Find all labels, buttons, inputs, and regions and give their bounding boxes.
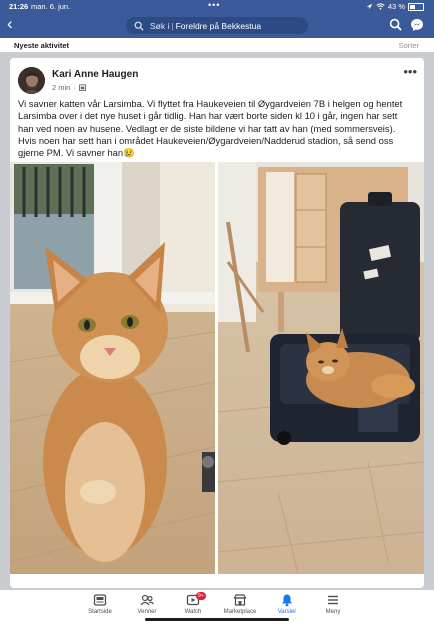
cat-photo-1-image xyxy=(10,162,215,574)
cat-photo-2-image xyxy=(218,162,424,574)
dot-separator: · xyxy=(73,83,76,92)
group-privacy-icon xyxy=(79,84,86,91)
group-search-box[interactable] xyxy=(126,17,308,34)
status-time: 21:26 xyxy=(9,2,29,11)
wifi-icon xyxy=(376,3,385,10)
status-indicators xyxy=(366,2,424,11)
post-text: Vi savner katten vår Larsimba. Vi flyttet fra Haukeveien til Øygardveien 7B i helgen og hentet Larsimba over i det nye huset i går tidlig. Han har vært borte siden kl 10 i går, ingen har sett han ved noen av husene. Vedlagt er de siste bildene vi har tatt av han (med sommersveis). Hvis noen har sett han i området Haukeveien/Øygardveien/Nadderud stadion, så send oss gjerne PM. Vi savner han😢 xyxy=(18,98,403,159)
back-button[interactable]: ‹ xyxy=(7,14,13,33)
tab-label: Marketplace xyxy=(223,609,257,615)
post-card xyxy=(10,58,424,588)
search-prefix: Søk i xyxy=(150,20,170,31)
activity-title: Nyeste aktivitet xyxy=(14,41,70,50)
home-indicator[interactable] xyxy=(145,618,289,621)
battery-percentage: 43 % xyxy=(387,2,405,11)
tab-label: Meny xyxy=(325,609,341,615)
friends-icon xyxy=(140,593,154,607)
menu-icon xyxy=(326,593,340,607)
tab-meny[interactable] xyxy=(303,593,363,615)
tab-label: Startside xyxy=(88,609,112,615)
status-date: man. 6. jun. xyxy=(31,2,71,11)
bell-icon xyxy=(280,593,294,607)
avatar[interactable] xyxy=(18,67,45,94)
cat-photo-2[interactable] xyxy=(218,162,424,574)
more-options-icon[interactable]: ••• xyxy=(403,64,417,79)
top-navigation-bar xyxy=(0,0,434,38)
sort-button[interactable]: Sorter xyxy=(398,41,419,50)
watch-badge: 9+ xyxy=(198,593,204,599)
avatar-photo xyxy=(18,67,45,94)
activity-bar xyxy=(0,38,434,52)
post-author[interactable]: Kari Anne Haugen xyxy=(52,69,139,80)
marketplace-icon xyxy=(233,593,247,607)
location-icon xyxy=(366,3,373,10)
status-bar xyxy=(0,0,434,12)
multitasking-dots-icon[interactable]: ••• xyxy=(208,0,221,10)
group-name: Foreldre på Bekkestua xyxy=(175,20,262,31)
cat-photo-1[interactable] xyxy=(10,162,215,574)
tab-label: Venner xyxy=(137,609,157,615)
home-icon xyxy=(93,593,107,607)
tab-label: Varsler xyxy=(277,609,297,615)
messenger-icon[interactable] xyxy=(410,18,424,32)
tab-label: Watch xyxy=(184,609,202,615)
post-time[interactable]: 2 min xyxy=(52,83,71,92)
post-meta xyxy=(52,83,86,92)
search-button-icon[interactable] xyxy=(389,18,402,31)
separator: | xyxy=(171,20,174,31)
search-icon xyxy=(134,21,144,31)
battery-icon xyxy=(408,3,424,11)
